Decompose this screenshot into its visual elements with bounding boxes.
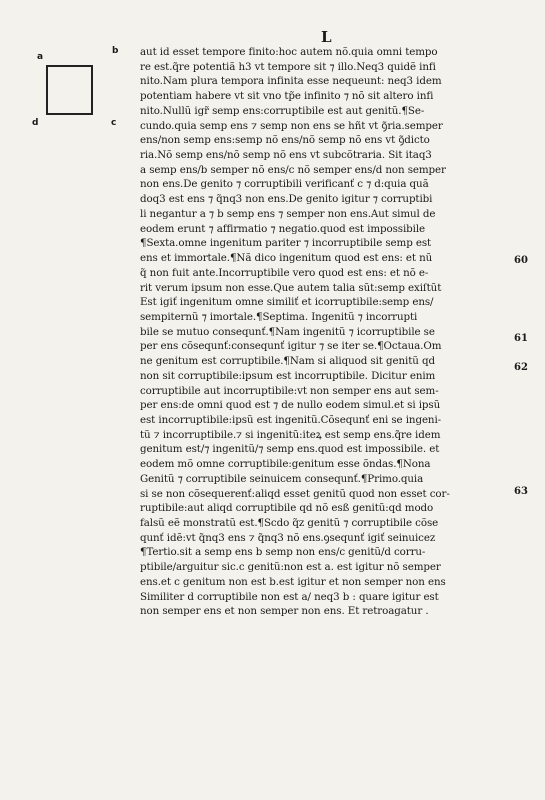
text-line: q̃ non fuit ante.Incorruptibile vero quod est ens: et nõ e- xyxy=(140,266,429,279)
text-line: non sit corruptibile:ipsum est incorruptibile. Dicitur enim xyxy=(140,369,436,382)
text-line: ens.et c genitum non est b.est igitur et non semper non ens xyxy=(140,575,446,588)
text-line: qunť idẽ:vt q̃nq3 ens ⁊ q̃nq3 nõ ens.ꝯsequnť igiť seinuicez xyxy=(140,531,436,544)
margin-number: 62 xyxy=(514,362,528,373)
text-line: ens et immortale.¶Nã dico ingenitum quod est ens: et nũ xyxy=(140,252,433,265)
text-line: corruptibile aut incorruptibile:vt non semper ens aut sem- xyxy=(140,384,439,397)
text-line: genitum est/⁊ ingenitũ/⁊ semp ens.quod est impossibile. et xyxy=(140,443,440,456)
diagram-label-a: a xyxy=(37,52,44,62)
text-line: tũ ⁊ incorruptibile.⁊ si ingenitũ:iteꝝ est semp ens.q̃re idem xyxy=(140,428,441,441)
text-line: ruptibile:aut aliqd corruptibile qd nõ esß genitũ:qd modo xyxy=(140,502,434,515)
diagram-label-b: b xyxy=(112,46,119,56)
text-line: a semp ens/b semper nõ ens/c nõ semper ens/d non semper xyxy=(140,163,446,176)
margin-number: 63 xyxy=(514,486,528,497)
text-line: ¶Sexta.omne ingenitum pariter ⁊ incorruptibile semp est xyxy=(140,237,432,250)
text-line: ne genitum est corruptibile.¶Nam si aliquod sit genitũ qd xyxy=(140,355,435,368)
text-line: ¶Tertio.sit a semp ens b semp non ens/c genitũ/d corru- xyxy=(140,546,426,559)
text-line: Similiter d corruptibile non est a/ neq3 b : quare igitur est xyxy=(140,590,439,603)
square-box xyxy=(46,65,93,115)
text-line: aut id esset tempore finito:hoc autem nõ.quia omni tempo xyxy=(140,46,438,58)
text-line: Genitũ ⁊ corruptibile seinuicem consequnť.¶Primo.quia xyxy=(140,472,424,485)
text-line: rit verum ipsum non esse.Que autem talia sũt:semp exiſtũt xyxy=(140,281,442,294)
text-line: ria.Nõ semp ens/nõ semp nõ ens vt subcõtraria. Sit itaq3 xyxy=(140,149,432,162)
text-line: si se non cõsequerenť:aliqd esset genitũ quod non esset cor- xyxy=(140,487,450,500)
text-line: falsũ eẽ monstratũ est.¶Scdo q̃z genitũ ⁊ corruptibile cõse xyxy=(140,517,439,529)
text-line: nito.Nullũ igr̃ semp ens:corruptibile est aut genitũ.¶Se- xyxy=(140,104,425,117)
margin-number: 61 xyxy=(514,333,528,344)
text-line: cundo.quia semp ens ⁊ semp non ens se hñt vt ꝯ̃ria.semper xyxy=(140,119,443,132)
text-line: sempiternũ ⁊ imortale.¶Septima. Ingenitũ ⁊ incorrupti xyxy=(140,310,418,323)
text-body xyxy=(140,45,505,619)
diagram-label-c: c xyxy=(111,118,117,128)
text-line: per ens cõsequnť:consequnť igitur ⁊ se iter se.¶Octaua.Om xyxy=(140,340,442,353)
text-line: re est.q̃re potentiã h3 vt tempore sit ⁊ illo.Neq3 quidẽ infi xyxy=(140,60,436,73)
folio-mark: L xyxy=(321,28,332,46)
text-line: non semper ens et non semper non ens. Et retroagatur . xyxy=(140,605,429,618)
text-line: eodem mõ omne corruptibile:genitum esse õndas.¶Nona xyxy=(140,458,431,471)
text-line: Est igiť ingenitum omne similiť et icorruptibile:semp ens/ xyxy=(140,296,434,309)
text-line: per ens:de omni quod est ⁊ de nullo eodem simul.et si ipsũ xyxy=(140,399,441,412)
text-line: ens/non semp ens:semp nõ ens/nõ semp nõ ens vt ꝯ̃dicto xyxy=(140,134,430,147)
text-line: li negantur a ⁊ b semp ens ⁊ semper non ens.Aut simul de xyxy=(140,207,436,220)
text-line: eodem erunt ⁊ affirmatio ⁊ negatio.quod est impossibile xyxy=(140,222,426,235)
text-line: potentiam habere vt sit vno tp̃e infinito ⁊ nõ sit altero infi xyxy=(140,90,434,103)
text-line: bile se mutuo consequnť.¶Nam ingenitũ ⁊ icorruptibile se xyxy=(140,325,435,338)
square-diagram xyxy=(30,44,120,134)
margin-number: 60 xyxy=(514,255,528,266)
text-line: ptibile/arguitur sic.c genitũ:non est a. est igitur nõ semper xyxy=(140,561,441,574)
diagram-label-d: d xyxy=(32,118,39,128)
text-line: nito.Nam plura tempora infinita esse nequeunt: neq3 idem xyxy=(140,75,442,88)
text-line: non ens.De genito ⁊ corruptibili verificanť c ⁊ d:quia quã xyxy=(140,178,429,191)
text-line: doq3 est ens ⁊ q̃nq3 non ens.De genito igitur ⁊ corruptibi xyxy=(140,193,433,206)
text-line: est incorruptibile:ipsũ est ingenitũ.Cõsequnť eni se ingeni- xyxy=(140,413,442,426)
